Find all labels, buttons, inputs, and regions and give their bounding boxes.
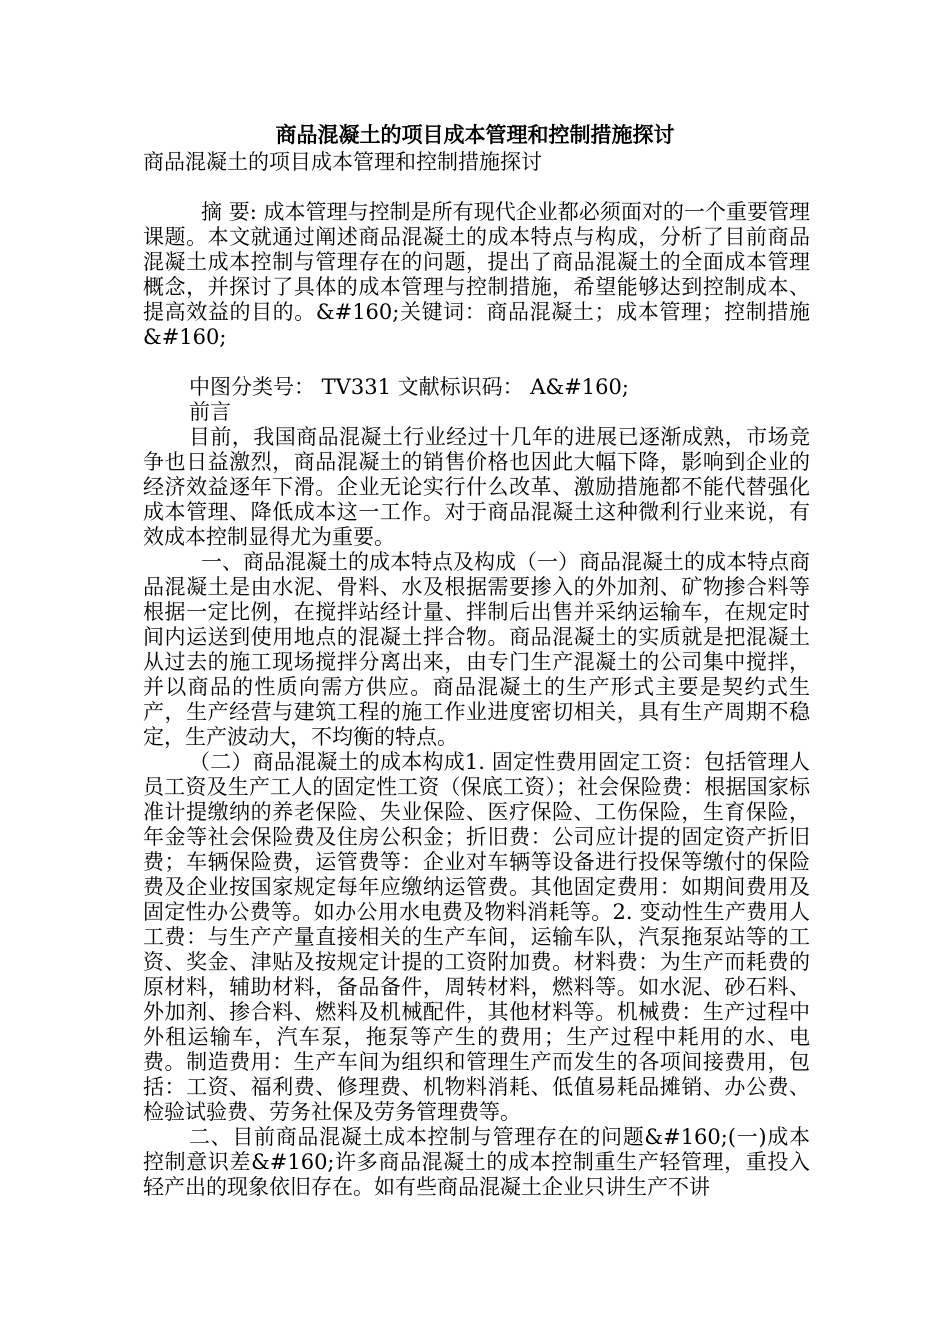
document-title: 商品混凝土的项目成本管理和控制措施探讨 <box>275 122 675 147</box>
body-paragraph: 目前，我国商品混凝土行业经过十几年的进展已逐渐成熟，市场竞争也日益激烈，商品混凝土的销售价格也因此大幅下降，影响到企业的经济效益逐年下滑。企业无论实行什么改革、激励措施都不能代替强化成本管理、降低成本这一工作。对于商品混凝土这种微利行业来说，有效成本控制显得尤为重要。 <box>143 425 810 549</box>
classification-line: 中图分类号： TV331 文献标识码： A&#160; <box>189 375 629 399</box>
preface-heading: 前言 <box>189 400 231 424</box>
body-paragraph: （二）商品混凝土的成本构成1. 固定性费用固定工资：包括管理人员工资及生产工人的固定性工资（保底工资）；社会保险费：根据国家标准计提缴纳的养老保险、失业保险、医疗保险、工伤保险，生育保险，年金等社会保险费及住房公积金；折旧费：公司应计提的固定资产折旧费；车辆保险费，运管费等：企业对车辆等设备进行投保等缴付的保险费及企业按国家规定每年应缴纳运管费。其他固定费用：如期间费用及固定性办公费等。如办公用水电费及物料消耗等。2. 变动性生产费用人工费：与生产产量直接相关的生产车间，运输车队，汽泵拖泵站等的工资、奖金、津贴及按规定计提的工资附加费。材料费：为生产而耗费的原材料，辅助材料，备品备件，周转材料，燃料等。如水泥、砂石料、外加剂、掺合料、燃料及机械配件，其他材料等。机械费：生产过程中外租运输车，汽车泵，拖泵等产生的费用；生产过程中耗用的水、电费。制造费用：生产车间为组织和管理生产而发生的各项间接费用，包括：工资、福利费、修理费、机物料消耗、低值易耗品摊销、办公费、检验试验费、劳务社保及劳务管理费等。 <box>143 750 810 1124</box>
document-body <box>143 150 810 1200</box>
document-subtitle: 商品混凝土的项目成本管理和控制措施探讨 <box>143 150 542 174</box>
body-paragraph: 一、商品混凝土的成本特点及构成（一）商品混凝土的成本特点商品混凝土是由水泥、骨料、水及根据需要掺入的外加剂、矿物掺合料等根据一定比例，在搅拌站经计量、拌制后出售并采纳运输车，在规定时间内运送到使用地点的混凝土拌合物。商品混凝土的实质就是把混凝土从过去的施工现场搅拌分离出来，由专门生产混凝土的公司集中搅拌，并以商品的性质向需方供应。商品混凝土的生产形式主要是契约式生产，生产经营与建筑工程的施工作业进度密切相关，具有生产周期不稳定，生产波动大，不均衡的特点。 <box>143 550 810 749</box>
body-paragraph: 二、目前商品混凝土成本控制与管理存在的问题&#160;(一)成本控制意识差&#160;许多商品混凝土的成本控制重生产轻管理，重投入轻产出的现象依旧存在。如有些商品混凝土企业只讲生产不讲 <box>143 1125 810 1199</box>
abstract-paragraph: 摘 要: 成本管理与控制是所有现代企业都必须面对的一个重要管理课题。本文就通过阐述商品混凝土的成本特点与构成，分析了目前商品混凝土成本控制与管理存在的问题，提出了商品混凝土的全面成本管理概念，并探讨了具体的成本管理与控制措施，希望能够达到控制成本、提高效益的目的。&#160;关键词：商品混凝土；成本管理；控制措施&#160; <box>143 200 810 349</box>
